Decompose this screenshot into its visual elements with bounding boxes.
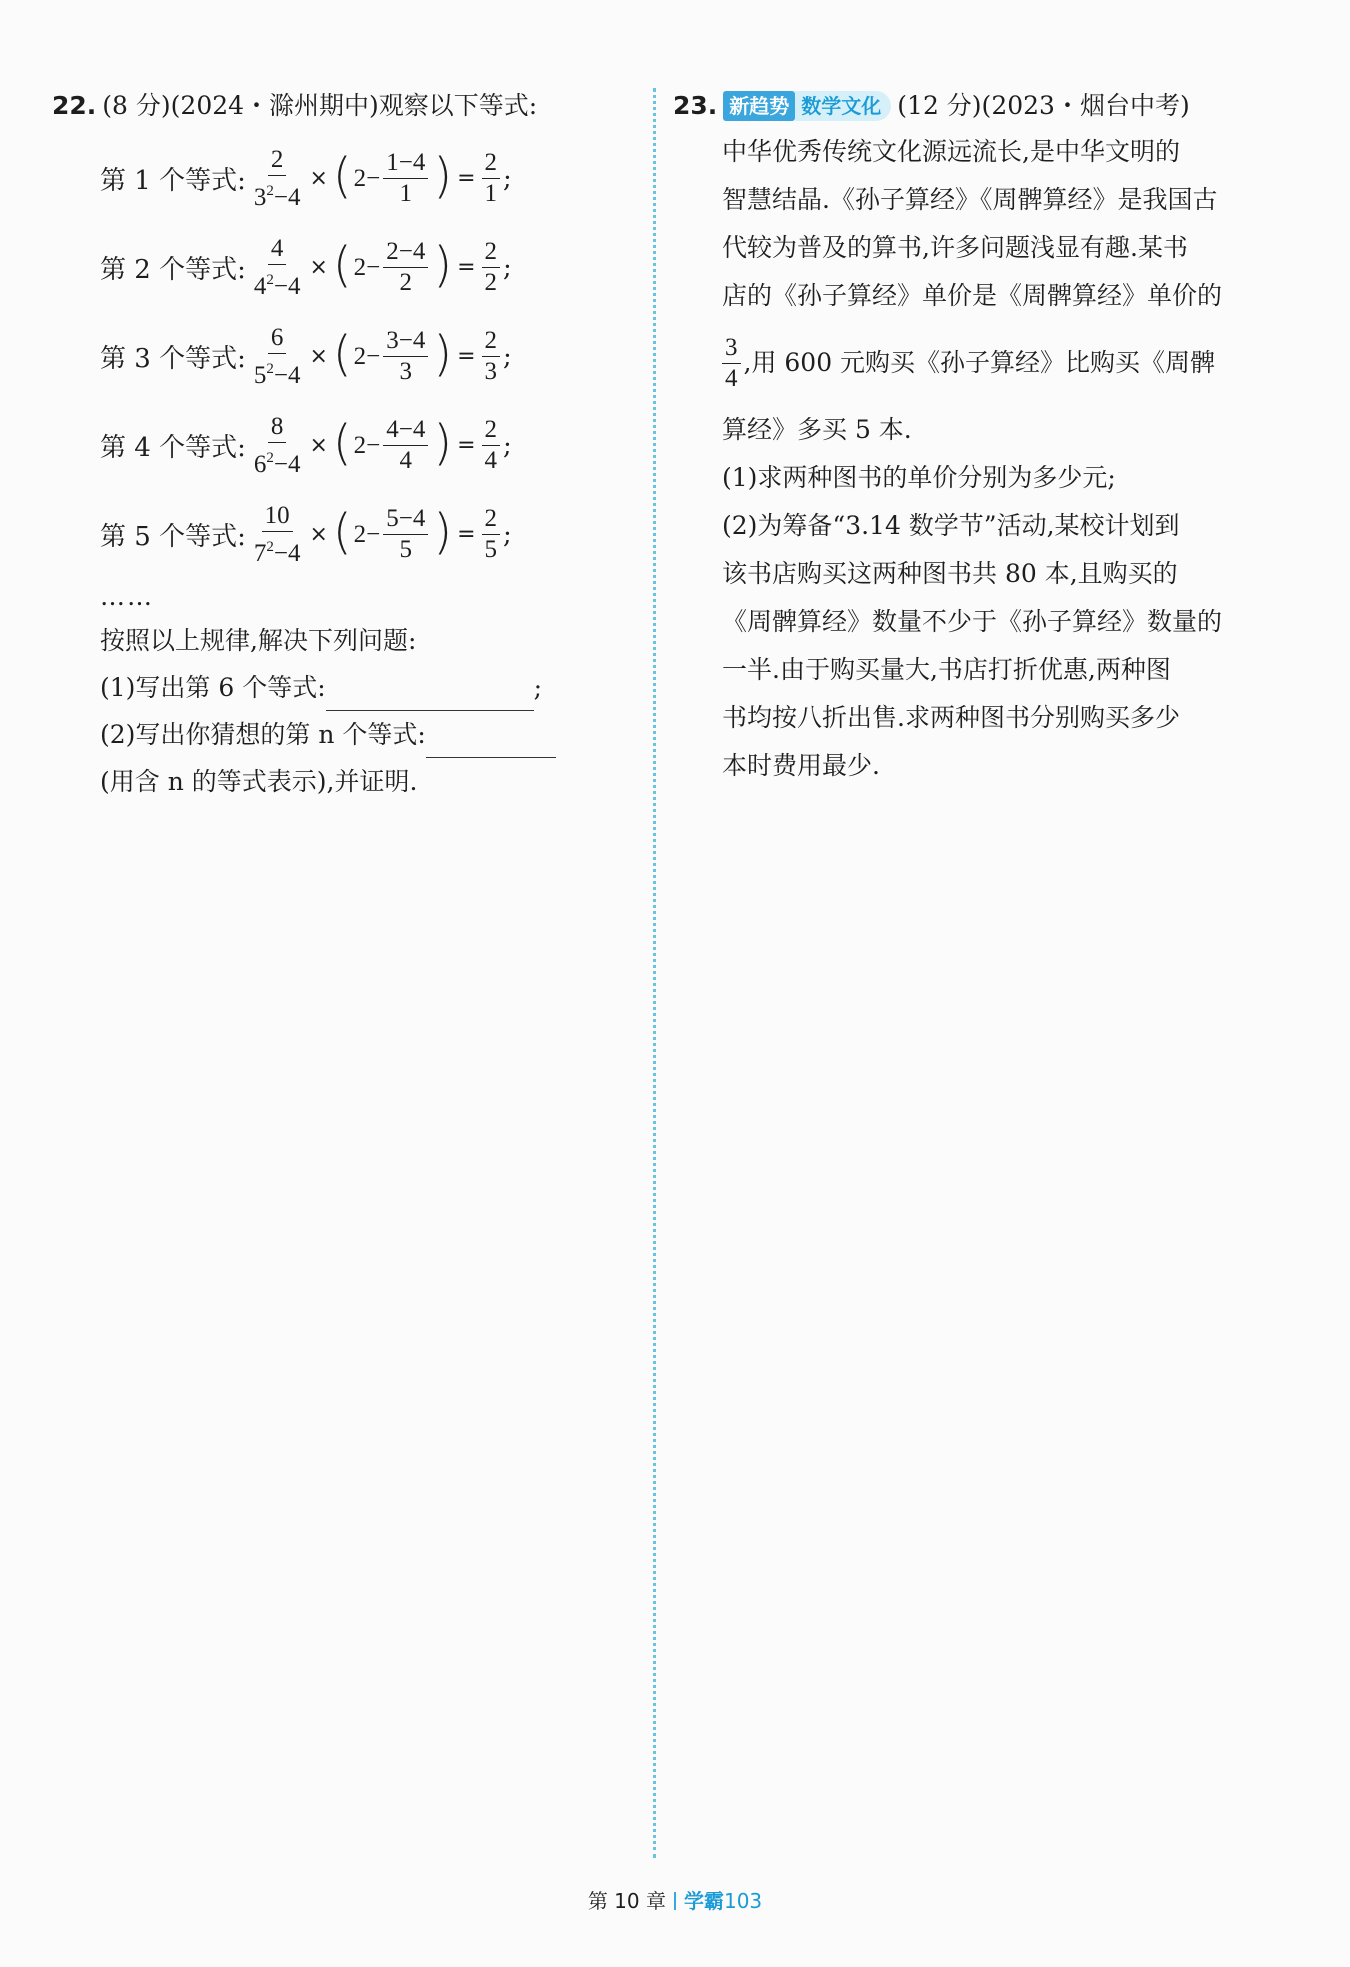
inner-fraction [383, 237, 428, 298]
ellipsis: …… [100, 582, 154, 611]
q23-line: 一半.由于购买量大,书店打折优惠,两种图 [722, 655, 1171, 684]
q23-header [673, 84, 1273, 128]
q22-part2-note: (用含 n 的等式表示),并证明. [100, 767, 418, 796]
times-sign: × [309, 522, 328, 547]
den-exponent: 2 [266, 538, 274, 555]
close-paren: ) [433, 503, 453, 560]
lhs-fraction [251, 234, 304, 302]
lhs-fraction [251, 145, 304, 213]
inner-numerator: 5−4 [383, 504, 428, 535]
equation-list [100, 134, 642, 579]
lhs-denominator [251, 532, 304, 569]
chapter-label: 第 10 章 [587, 1889, 666, 1913]
lhs-numerator: 6 [268, 323, 287, 354]
close-paren: ) [433, 236, 453, 293]
lhs-numerator: 2 [268, 145, 287, 176]
rhs-numerator: 2 [482, 415, 501, 446]
math-culture-badge: 数学文化 [795, 91, 891, 121]
lhs-denominator [251, 443, 304, 480]
times-sign: × [309, 433, 328, 458]
equation-label: 第 1 个等式: [100, 166, 246, 196]
q23-line: 代较为普及的算书,许多问题浅显有趣.某书 [722, 233, 1188, 262]
q23-line: 书均按八折出售.求两种图书分别购买多少 [722, 703, 1180, 732]
den-exponent: 2 [266, 182, 274, 199]
q23-fraction-line [722, 320, 1282, 406]
lhs-fraction [251, 501, 304, 569]
page-footer [0, 1885, 1350, 1914]
q22-part2 [100, 711, 642, 758]
inner-fraction [383, 326, 428, 387]
den-base: 7 [253, 539, 267, 567]
equation-row [100, 401, 642, 490]
footer-separator [674, 1892, 676, 1910]
q23-line: 中华优秀传统文化源远流长,是中华文明的 [722, 137, 1180, 166]
rhs-numerator: 2 [482, 148, 501, 179]
open-paren: ( [332, 147, 352, 204]
lhs-fraction [251, 323, 304, 391]
rhs-denominator: 2 [484, 269, 498, 296]
equals-sign: = [457, 433, 476, 458]
q22-part1-text: (1)写出第 6 个等式: [100, 673, 326, 702]
rhs-denominator: 4 [484, 447, 498, 474]
q22-part1-end: ; [533, 673, 543, 702]
equals-sign: = [457, 166, 476, 191]
open-paren: ( [332, 325, 352, 382]
q23-line: 智慧结晶.《孙子算经》《周髀算经》是我国古 [722, 185, 1218, 214]
inner-denominator: 3 [399, 358, 413, 385]
inner-numerator: 4−4 [383, 415, 428, 446]
two-minus: 2− [353, 431, 381, 459]
rhs-numerator: 2 [482, 237, 501, 268]
equation-end: ; [503, 163, 512, 194]
page-number: 103 [723, 1889, 763, 1913]
two-minus: 2− [353, 520, 381, 548]
q22-instruction: 按照以上规律,解决下列问题: [100, 626, 417, 655]
equation-end: ; [503, 341, 512, 372]
two-minus: 2− [353, 253, 381, 281]
rhs-numerator: 2 [482, 326, 501, 357]
answer-blank-1[interactable] [326, 682, 534, 711]
inner-numerator: 3−4 [383, 326, 428, 357]
inner-numerator: 2−4 [383, 237, 428, 268]
q23-body [722, 128, 1282, 790]
rhs-denominator: 5 [484, 536, 498, 563]
times-sign: × [309, 255, 328, 280]
den-exponent: 2 [266, 360, 274, 377]
question-22 [52, 84, 642, 805]
equals-sign: = [457, 344, 476, 369]
q23-part1: (1)求两种图书的单价分别为多少元; [722, 463, 1116, 492]
q23-line: 该书店购买这两种图书共 80 本,且购买的 [722, 559, 1178, 588]
q23-line: 店的《孙子算经》单价是《周髀算经》单价的 [722, 281, 1223, 310]
rhs-fraction [482, 326, 501, 387]
question-23 [673, 84, 1273, 790]
q23-line: 《周髀算经》数量不少于《孙子算经》数量的 [722, 607, 1223, 636]
open-paren: ( [332, 414, 352, 471]
equals-sign: = [457, 522, 476, 547]
lhs-numerator: 4 [268, 234, 287, 265]
equation-row [100, 223, 642, 312]
lhs-denominator [251, 265, 304, 302]
q22-part2-text: (2)写出你猜想的第 n 个等式: [100, 720, 426, 749]
den-tail: −4 [273, 183, 301, 211]
close-paren: ) [433, 147, 453, 204]
open-paren: ( [332, 503, 352, 560]
rhs-fraction [482, 237, 501, 298]
den-tail: −4 [273, 361, 301, 389]
den-tail: −4 [273, 450, 301, 478]
q22-number: 22. [52, 91, 97, 120]
den-base: 3 [253, 183, 267, 211]
q23-header-text: (12 分)(2023・烟台中考) [897, 91, 1190, 120]
inner-denominator: 4 [399, 447, 413, 474]
den-base: 5 [253, 361, 267, 389]
q23-line: 本时费用最少. [722, 751, 880, 780]
fraction-numerator: 3 [722, 333, 741, 364]
q23-number: 23. [673, 91, 718, 120]
q23-line: 算经》多买 5 本. [722, 415, 912, 444]
rhs-numerator: 2 [482, 504, 501, 535]
den-base: 6 [253, 450, 267, 478]
rhs-denominator: 1 [484, 180, 498, 207]
inner-fraction [383, 504, 428, 565]
inner-denominator: 1 [399, 180, 413, 207]
two-minus: 2− [353, 164, 381, 192]
inner-denominator: 2 [399, 269, 413, 296]
equation-row [100, 490, 642, 579]
equation-label: 第 4 个等式: [100, 433, 246, 463]
equation-row [100, 312, 642, 401]
den-tail: −4 [273, 539, 301, 567]
new-trend-badge: 新趋势 [723, 91, 795, 121]
lhs-numerator: 10 [262, 501, 293, 532]
lhs-numerator: 8 [268, 412, 287, 443]
three-quarters-fraction [722, 333, 741, 394]
equation-end: ; [503, 519, 512, 550]
lhs-denominator [251, 354, 304, 391]
rhs-fraction [482, 504, 501, 565]
fraction-denominator: 4 [725, 364, 738, 392]
lhs-denominator [251, 176, 304, 213]
den-base: 4 [253, 272, 267, 300]
inner-fraction [383, 148, 428, 209]
equation-end: ; [503, 430, 512, 461]
times-sign: × [309, 166, 328, 191]
q22-header-text: (8 分)(2024・滁州期中)观察以下等式: [102, 91, 538, 120]
two-minus: 2− [353, 342, 381, 370]
q23-line: ,用 600 元购买《孙子算经》比购买《周髀 [743, 348, 1216, 377]
den-tail: −4 [273, 272, 301, 300]
close-paren: ) [433, 414, 453, 471]
equation-end: ; [503, 252, 512, 283]
den-exponent: 2 [266, 449, 274, 466]
equation-label: 第 2 个等式: [100, 255, 246, 285]
inner-denominator: 5 [399, 536, 413, 563]
equation-label: 第 5 个等式: [100, 522, 246, 552]
rhs-denominator: 3 [484, 358, 498, 385]
den-exponent: 2 [266, 271, 274, 288]
rhs-fraction [482, 148, 501, 209]
brand-logo: 学霸 [683, 1889, 724, 1913]
inner-numerator: 1−4 [383, 148, 428, 179]
q22-part1 [100, 664, 642, 711]
equals-sign: = [457, 255, 476, 280]
close-paren: ) [433, 325, 453, 382]
column-divider [653, 88, 656, 1858]
rhs-fraction [482, 415, 501, 476]
inner-fraction [383, 415, 428, 476]
equation-label: 第 3 个等式: [100, 344, 246, 374]
lhs-fraction [251, 412, 304, 480]
answer-blank-2[interactable] [426, 729, 556, 758]
open-paren: ( [332, 236, 352, 293]
q22-header [52, 84, 642, 128]
q23-line: (2)为筹备“3.14 数学节”活动,某校计划到 [722, 511, 1180, 540]
times-sign: × [309, 344, 328, 369]
equation-row [100, 134, 642, 223]
